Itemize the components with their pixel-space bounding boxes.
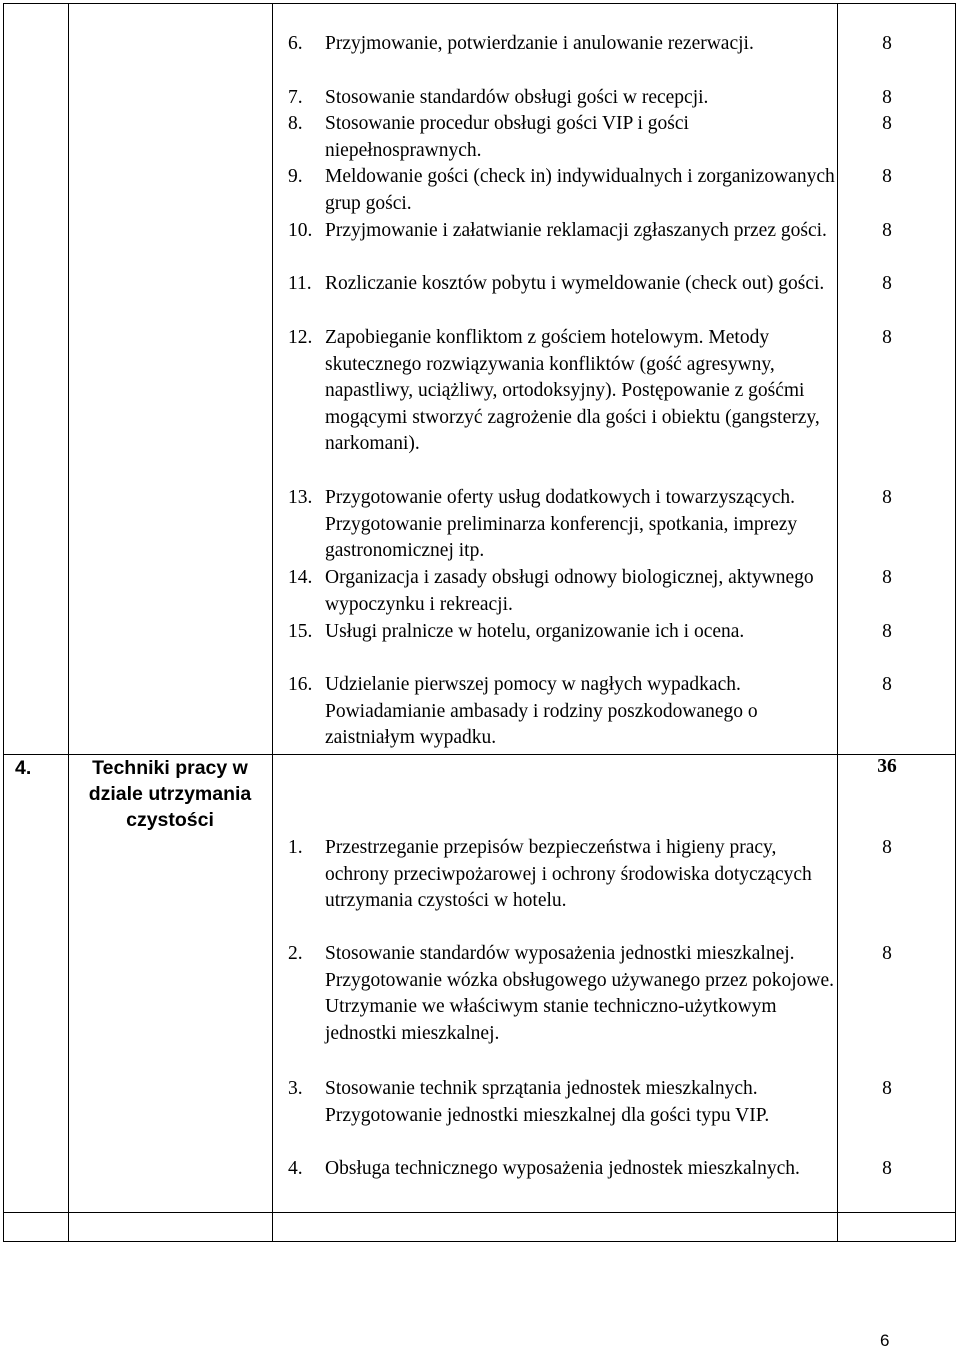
item-hours: 8 [882, 1158, 892, 1179]
item-number: 8. [288, 113, 303, 134]
list-item [288, 672, 836, 752]
item-text: Meldowanie gości (check in) indywidualnych i zorganizowanych grup gości. [325, 166, 835, 214]
item-text: Udzielanie pierwszej pomocy w nagłych wypadkach. Powiadamianie ambasady i rodziny poszkodowanego o zaistniałym wypadku. [325, 674, 758, 749]
item-text: Zapobieganie konfliktom z gościem hotelowym. Metody skutecznego rozwiązywania konfliktów (gość agresywny, napastliwy, uciążliwy, ortodoksyjny). Postępowanie z gośćmi mogącymi stworzyć zagrożenie dla gości i obiektu (gangsterzy, narkomani). [325, 327, 820, 455]
table-bottom-border [3, 1241, 956, 1242]
item-number: 6. [288, 33, 303, 54]
item-number: 2. [288, 943, 303, 964]
list-item [288, 85, 836, 112]
item-number: 14. [288, 567, 313, 588]
item-hours: 8 [882, 220, 892, 241]
list-item [288, 565, 836, 618]
list-item [288, 164, 836, 217]
last-row-top-border [3, 1212, 956, 1213]
list-item [288, 835, 836, 915]
item-number: 10. [288, 220, 313, 241]
item-hours: 8 [882, 674, 892, 695]
item-text: Stosowanie technik sprzątania jednostek mieszkalnych. Przygotowanie jednostki mieszkalnej dla gości typu VIP. [325, 1078, 770, 1126]
item-hours: 8 [882, 621, 892, 642]
item-hours: 8 [882, 837, 892, 858]
item-hours: 8 [882, 113, 892, 134]
item-hours: 8 [882, 273, 892, 294]
item-number: 1. [288, 837, 303, 858]
list-item [288, 619, 836, 646]
item-text: Przygotowanie oferty usług dodatkowych i towarzyszących. Przygotowanie preliminarza konferencji, spotkania, imprezy gastronomicznej itp. [325, 487, 798, 562]
list-item [288, 1156, 836, 1183]
item-number: 3. [288, 1078, 303, 1099]
item-text: Obsługa technicznego wyposażenia jednostek mieszkalnych. [325, 1158, 800, 1179]
item-hours: 8 [882, 487, 892, 508]
list-item [288, 271, 836, 298]
item-number: 11. [288, 273, 312, 294]
item-hours: 8 [882, 166, 892, 187]
column-divider-3 [837, 3, 838, 1242]
item-text: Organizacja i zasady obsługi odnowy biologicznej, aktywnego wypoczynku i rekreacji. [325, 567, 814, 615]
item-text: Stosowanie procedur obsługi gości VIP i gości niepełnosprawnych. [325, 113, 689, 161]
list-item [288, 111, 836, 164]
item-hours: 8 [882, 33, 892, 54]
item-number: 16. [288, 674, 313, 695]
item-number: 7. [288, 87, 303, 108]
column-divider-1 [68, 3, 69, 1242]
item-text: Usługi pralnicze w hotelu, organizowanie ich i ocena. [325, 621, 745, 642]
list-item [288, 218, 836, 245]
section-number: 4. [15, 757, 32, 779]
list-item [288, 485, 836, 565]
item-hours: 8 [882, 943, 892, 964]
item-number: 9. [288, 166, 303, 187]
item-text: Przyjmowanie i załatwianie reklamacji zgłaszanych przez gości. [325, 220, 827, 241]
item-number: 4. [288, 1158, 303, 1179]
page-number: 6 [880, 1331, 890, 1350]
list-item [288, 941, 836, 1047]
list-item [288, 31, 836, 58]
table-top-border [3, 3, 956, 4]
section-total-hours: 36 [877, 756, 897, 777]
section-title: Techniki pracy w dziale utrzymania czystości [88, 757, 252, 831]
item-number: 12. [288, 327, 313, 348]
item-text: Stosowanie standardów obsługi gości w recepcji. [325, 87, 709, 108]
item-hours: 8 [882, 87, 892, 108]
list-item [288, 325, 836, 458]
column-divider-2 [272, 3, 273, 1242]
item-text: Stosowanie standardów wyposażenia jednostki mieszkalnej. Przygotowanie wózka obsługowego używanego przez pokojowe. Utrzymanie we właściwym stanie techniczno-użytkowym jednostki mieszkalnej. [325, 943, 835, 1044]
item-hours: 8 [882, 1078, 892, 1099]
table-left-border [3, 3, 4, 1242]
item-hours: 8 [882, 567, 892, 588]
item-number: 15. [288, 621, 313, 642]
item-text: Przyjmowanie, potwierdzanie i anulowanie rezerwacji. [325, 33, 754, 54]
item-text: Przestrzeganie przepisów bezpieczeństwa i higieny pracy, ochrony przeciwpożarowej i ochrony środowiska dotyczących utrzymania czystości w hotelu. [325, 837, 812, 912]
table-right-border [955, 3, 956, 1242]
item-number: 13. [288, 487, 313, 508]
item-text: Rozliczanie kosztów pobytu i wymeldowanie (check out) gości. [325, 273, 825, 294]
list-item [288, 1076, 836, 1129]
item-hours: 8 [882, 327, 892, 348]
